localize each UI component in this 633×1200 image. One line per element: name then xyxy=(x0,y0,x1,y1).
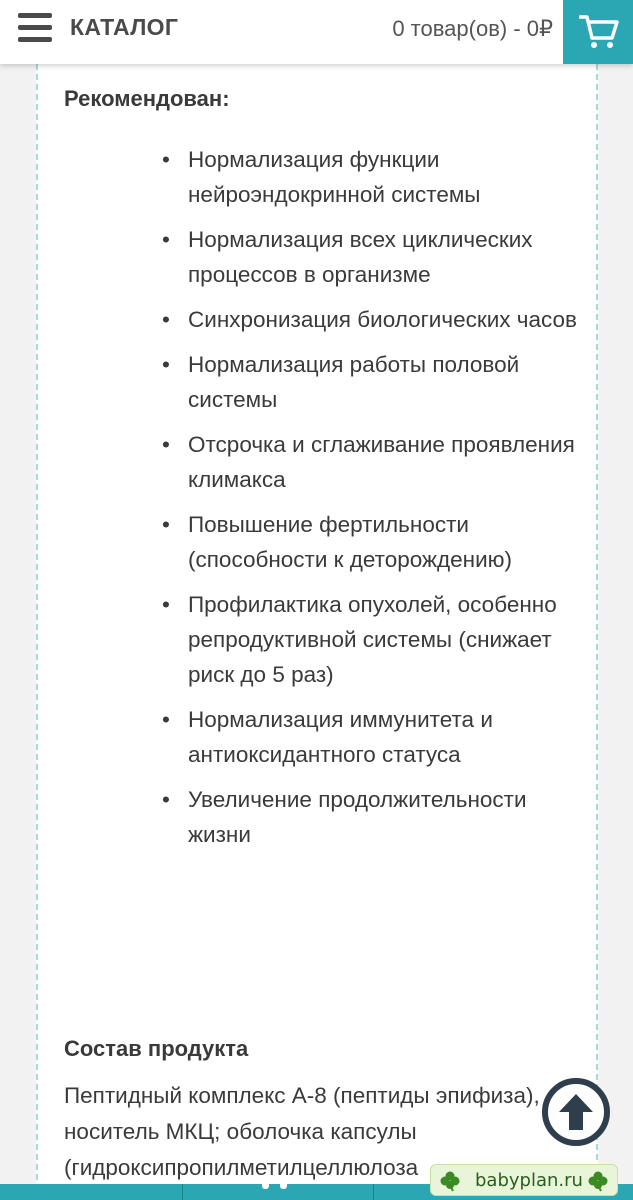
scroll-to-top-button[interactable] xyxy=(542,1078,610,1146)
top-header xyxy=(0,0,633,64)
arrow-up-circle-icon xyxy=(556,1091,596,1133)
watermark-text: babyplan.ru xyxy=(475,1170,583,1191)
bottom-bar-divider xyxy=(373,1184,374,1200)
catalog-link[interactable]: КАТАЛОГ xyxy=(70,14,179,40)
list-item: • Профилактика опухолей, особенно репродуктивной системы (снижает риск до 5 раз) xyxy=(162,587,582,692)
shopping-cart-icon xyxy=(579,14,619,50)
bottom-bar-glyph xyxy=(262,1184,290,1190)
cart-button[interactable] xyxy=(563,0,633,64)
recommended-title: Рекомендован: xyxy=(64,86,230,111)
composition-text: Пептидный комплекс А-8 (пептиды эпифиза), носитель МКЦ; оболочка капсулы (гидроксипропилметилцеллюлоза xyxy=(64,1083,540,1180)
hamburger-icon[interactable] xyxy=(18,13,52,43)
watermark xyxy=(430,1164,618,1196)
list-item: • Нормализация всех циклических процессов в организме xyxy=(162,222,582,292)
list-item: • Синхронизация биологических часов xyxy=(162,302,582,337)
list-item: • Отсрочка и сглаживание проявления климакса xyxy=(162,427,582,497)
list-item: • Нормализация работы половой системы xyxy=(162,347,582,417)
cart-summary[interactable]: 0 товар(ов) - 0₽ xyxy=(392,16,553,41)
bottom-bar-divider xyxy=(182,1184,183,1200)
clover-icon xyxy=(587,1170,609,1192)
benefit-list xyxy=(162,142,582,862)
clover-icon xyxy=(439,1170,461,1192)
product-description-card xyxy=(36,64,598,1200)
list-item: • Увеличение продолжительности жизни xyxy=(162,782,582,852)
list-item: • Нормализация функции нейроэндокринной системы xyxy=(162,142,582,212)
list-item: • Нормализация иммунитета и антиоксидантного статуса xyxy=(162,702,582,772)
composition-title: Состав продукта xyxy=(64,1036,249,1061)
list-item: • Повышение фертильности (способности к деторождению) xyxy=(162,507,582,577)
